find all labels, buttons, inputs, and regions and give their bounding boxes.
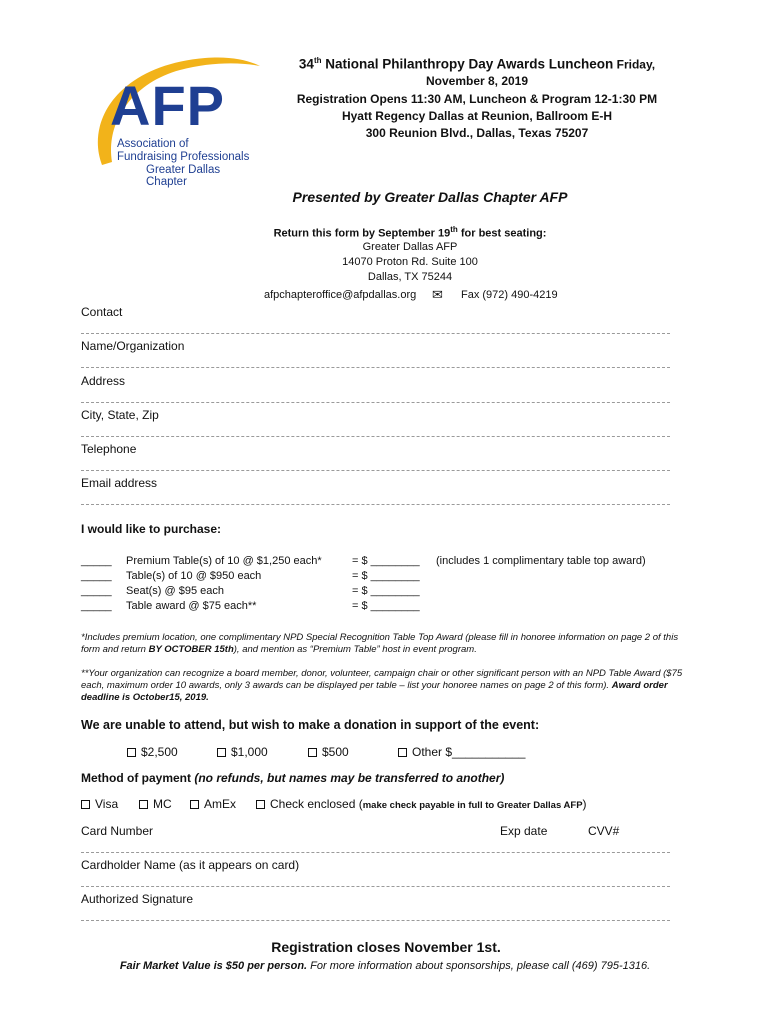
footnote-premium-text-end: ), and mention as “Premium Table” host in event program. xyxy=(233,644,477,655)
check-note-close: ) xyxy=(582,797,587,811)
checkbox-icon[interactable] xyxy=(256,800,265,809)
payment-option-label: Check enclosed ( xyxy=(270,797,363,811)
purchase-amount-premium[interactable]: = $ ________ xyxy=(352,555,420,567)
telephone-label: Telephone xyxy=(81,442,137,456)
title-number: 34 xyxy=(298,56,314,72)
presented-by: Presented by Greater Dallas Chapter AFP xyxy=(292,189,568,205)
payment-option-check[interactable] xyxy=(256,797,587,811)
email-address-label: Email address xyxy=(81,476,158,490)
contact-label: Contact xyxy=(81,305,123,319)
donation-option-2500[interactable] xyxy=(127,745,178,759)
checkbox-icon[interactable] xyxy=(308,748,317,757)
donation-option-label: $1,000 xyxy=(231,745,268,759)
sponsorship-info: For more information about sponsorships, please call (469) 795-1316. xyxy=(307,960,651,972)
footnote-award-text: **Your organization can recognize a board member, donor, volunteer, campaign chair or other significant person with an NPD Table Award ($75 each, maximum order 10 awards, only 3 awards can be displayed per table – list your honoree names on page 2 of this form). xyxy=(81,668,683,691)
address-label: Address xyxy=(81,374,126,388)
envelope-icon: ✉ xyxy=(432,287,443,302)
event-venue: Hyatt Regency Dallas at Reunion, Ballroom E-H xyxy=(341,109,613,123)
checkbox-icon[interactable] xyxy=(190,800,199,809)
name-organization-field[interactable] xyxy=(81,367,670,368)
purchase-blank-award[interactable]: _____ xyxy=(81,600,112,612)
authorized-signature-field[interactable] xyxy=(81,920,670,921)
footnote-table-award xyxy=(81,668,693,704)
payment-option-amex[interactable] xyxy=(190,797,236,811)
donation-option-label: Other $___________ xyxy=(412,745,526,759)
exp-date-label: Exp date xyxy=(500,824,548,838)
return-deadline-text: Return this form by September 19 xyxy=(273,227,451,240)
cvv-label: CVV# xyxy=(588,824,620,838)
authorized-signature-label: Authorized Signature xyxy=(81,892,194,906)
email-address-field[interactable] xyxy=(81,504,670,505)
return-deadline-sup: th xyxy=(450,225,458,234)
footnote-premium-text: *Includes premium location, one complimentary NPD Special Recognition Table Top Award (please fill in honoree information on page 2 of this form and return xyxy=(81,632,679,655)
checkbox-icon[interactable] xyxy=(139,800,148,809)
city-state-zip-label: City, State, Zip xyxy=(81,408,159,422)
purchase-label-seat: Seat(s) @ $95 each xyxy=(126,585,224,597)
registration-closes: Registration closes November 1st. xyxy=(271,939,501,955)
contact-field[interactable] xyxy=(81,333,670,334)
donation-option-500[interactable] xyxy=(308,745,349,759)
return-deadline xyxy=(230,225,590,240)
purchase-amount-table[interactable]: = $ ________ xyxy=(352,570,420,582)
checkbox-icon[interactable] xyxy=(398,748,407,757)
title-text: National Philanthropy Day Awards Luncheon xyxy=(321,56,614,72)
purchase-label-premium: Premium Table(s) of 10 @ $1,250 each* xyxy=(126,555,322,567)
card-number-field[interactable] xyxy=(81,852,670,853)
donation-option-1000[interactable] xyxy=(217,745,268,759)
checkbox-icon[interactable] xyxy=(217,748,226,757)
logo-line-3: Greater Dallas Chapter xyxy=(146,164,221,188)
logo-line-2: Fundraising Professionals xyxy=(117,151,250,163)
donation-option-other[interactable] xyxy=(398,745,525,759)
event-title xyxy=(262,56,692,72)
cardholder-name-label: Cardholder Name (as it appears on card) xyxy=(81,858,300,872)
telephone-field[interactable] xyxy=(81,470,670,471)
payment-heading xyxy=(81,771,504,785)
title-day: Friday, xyxy=(613,57,656,72)
address-field[interactable] xyxy=(81,402,670,403)
purchase-label-table: Table(s) of 10 @ $950 each xyxy=(126,570,262,582)
donation-option-label: $500 xyxy=(322,745,349,759)
footnote-award-deadline: Award order deadline is October15, 2019. xyxy=(81,680,668,703)
purchase-heading: I would like to purchase: xyxy=(81,522,222,536)
fair-market-value-amount: Fair Market Value is $50 per person. xyxy=(119,960,308,972)
return-deadline-text-end: for best seating: xyxy=(457,227,547,240)
return-email: afpchapteroffice@afpdallas.org xyxy=(264,289,417,301)
afp-logo xyxy=(80,50,260,190)
footnote-premium xyxy=(81,632,693,656)
payment-option-visa[interactable] xyxy=(81,797,118,811)
donation-option-label: $2,500 xyxy=(141,745,178,759)
payment-heading-note: (no refunds, but names may be transferred to another) xyxy=(194,771,505,785)
return-city: Dallas, TX 75244 xyxy=(367,271,453,283)
title-superscript: th xyxy=(313,56,322,65)
payment-heading-text: Method of payment xyxy=(81,771,195,785)
event-address: 300 Reunion Blvd., Dallas, Texas 75207 xyxy=(365,126,589,140)
city-state-zip-field[interactable] xyxy=(81,436,670,437)
return-fax: Fax (972) 490-4219 xyxy=(461,289,558,301)
fair-market-value xyxy=(60,960,710,972)
purchase-amount-award[interactable]: = $ ________ xyxy=(352,600,420,612)
payment-option-label: MC xyxy=(153,797,172,811)
purchase-blank-premium[interactable]: _____ xyxy=(81,555,112,567)
purchase-blank-table[interactable]: _____ xyxy=(81,570,112,582)
checkbox-icon[interactable] xyxy=(127,748,136,757)
footnote-premium-deadline: BY OCTOBER 15th xyxy=(148,644,234,655)
logo-line-1: Association of xyxy=(117,138,189,150)
checkbox-icon[interactable] xyxy=(81,800,90,809)
logo-letters: AFP xyxy=(110,74,225,137)
purchase-amount-seat[interactable]: = $ ________ xyxy=(352,585,420,597)
donation-heading: We are unable to attend, but wish to make a donation in support of the event: xyxy=(81,718,540,732)
cardholder-name-field[interactable] xyxy=(81,886,670,887)
payment-option-label: AmEx xyxy=(204,797,237,811)
name-organization-label: Name/Organization xyxy=(81,339,185,353)
event-registration: Registration Opens 11:30 AM, Luncheon & Program 12-1:30 PM xyxy=(296,92,658,106)
event-date: November 8, 2019 xyxy=(425,74,529,88)
purchase-blank-seat[interactable]: _____ xyxy=(81,585,112,597)
payment-option-mc[interactable] xyxy=(139,797,172,811)
check-payable-note: make check payable in full to Greater Dallas AFP xyxy=(362,800,583,811)
return-org: Greater Dallas AFP xyxy=(362,241,458,253)
return-street: 14070 Proton Rd. Suite 100 xyxy=(342,256,478,268)
payment-option-label: Visa xyxy=(95,797,119,811)
card-number-label: Card Number xyxy=(81,824,154,838)
purchase-label-award: Table award @ $75 each** xyxy=(126,600,257,612)
purchase-note-premium: (includes 1 complimentary table top award) xyxy=(436,555,646,567)
